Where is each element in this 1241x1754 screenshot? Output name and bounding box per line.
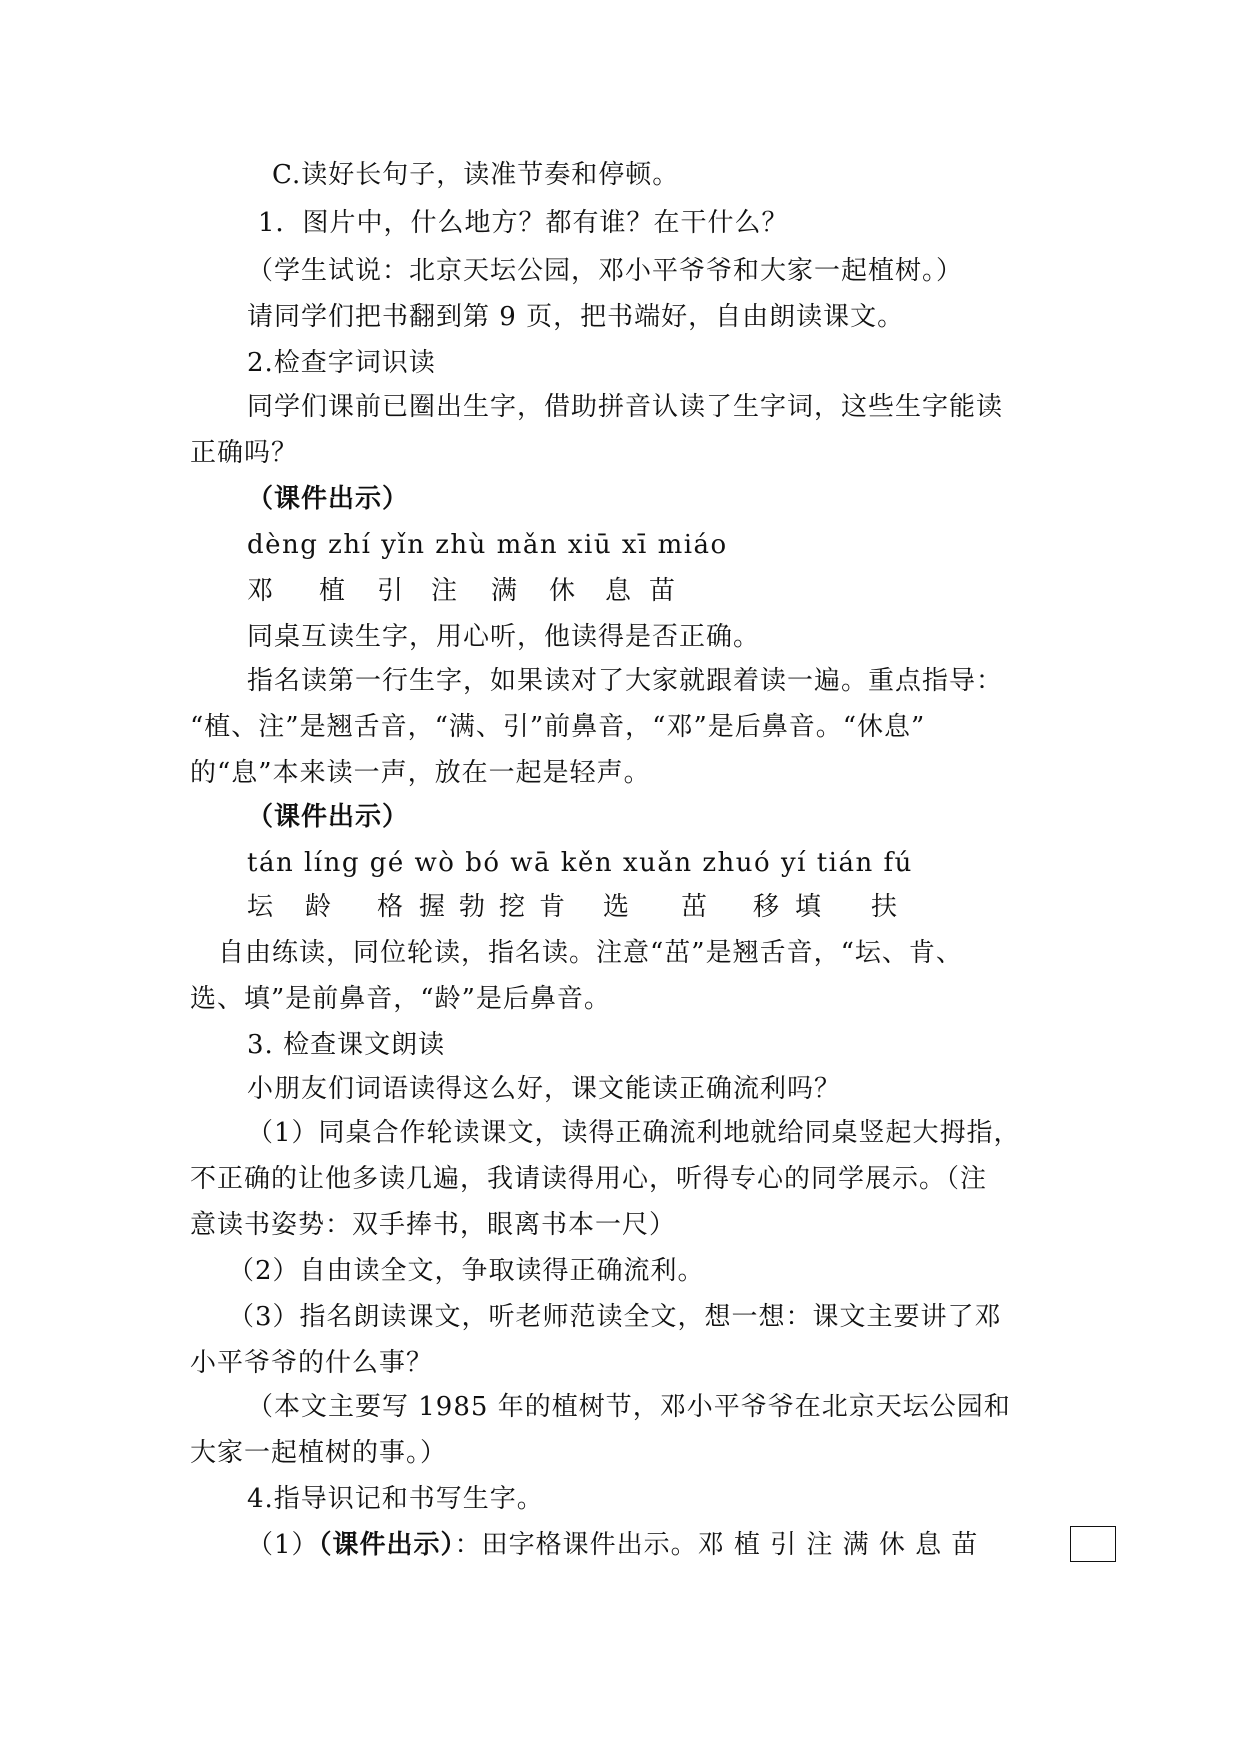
char-item: 引 xyxy=(377,576,405,606)
writing-instruction xyxy=(247,1528,978,1562)
paragraph-line: 小平爷爷的什么事？ xyxy=(190,1348,434,1378)
pinyin-row-1: dèng zhí yǐn zhù mǎn xiū xī miáo xyxy=(247,530,728,560)
paragraph-line: 自由练读，同位轮读，指名读。注意“茁”是翘舌音，“坛、肯、 xyxy=(218,938,963,968)
paragraph-line: 不正确的让他多读几遍，我请读得用心，听得专心的同学展示。（注 xyxy=(190,1164,988,1194)
paragraph-line: “植、注”是翘舌音，“满、引”前鼻音，“邓”是后鼻音。“休息” xyxy=(190,712,926,742)
paragraph-line: （3）指名朗读课文，听老师范读全文，想一想：课文主要讲了邓 xyxy=(228,1302,1002,1332)
instruction-open-book: 请同学们把书翻到第 9 页，把书端好，自由朗读课文。 xyxy=(247,302,905,332)
section-4-heading: 4.指导识记和书写生字。 xyxy=(247,1484,544,1514)
paragraph-line: 同学们课前已圈出生字，借助拼音认读了生字词，这些生字能读 xyxy=(247,392,1004,422)
student-answer: （学生试说：北京天坛公园，邓小平爷爷和大家一起植树。） xyxy=(247,256,964,286)
char-item: 移 xyxy=(753,892,781,922)
question-1: 1．图片中，什么地方？都有谁？在干什么？ xyxy=(258,208,789,238)
paragraph-line: 正确吗？ xyxy=(190,438,299,468)
writing-chars: ：田字格课件出示。邓 植 引 注 满 休 息 苗 xyxy=(454,1530,979,1560)
char-item: 坛 xyxy=(247,892,275,922)
paragraph-line: （本文主要写 1985 年的植树节，邓小平爷爷在北京天坛公园和 xyxy=(247,1392,1011,1422)
section-2-heading: 2.检查字词识读 xyxy=(247,348,436,378)
char-item: 苗 xyxy=(649,576,677,606)
paragraph-line: （2）自由读全文，争取读得正确流利。 xyxy=(228,1256,705,1286)
char-item: 植 xyxy=(319,576,347,606)
paragraph-line: 选、填”是前鼻音，“龄”是后鼻音。 xyxy=(190,984,611,1014)
char-item: 握 xyxy=(419,892,447,922)
paragraph-line: 指名读第一行生字，如果读对了大家就跟着读一遍。重点指导： xyxy=(247,666,1004,696)
char-item: 扶 xyxy=(871,892,899,922)
paragraph-line: 小朋友们词语读得这么好，课文能读正确流利吗？ xyxy=(247,1074,842,1104)
sub-heading-c: C.读好长句子，读准节奏和停顿。 xyxy=(272,160,680,190)
char-item: 填 xyxy=(795,892,823,922)
char-item: 息 xyxy=(605,576,633,606)
paragraph-line: 同桌互读生字，用心听，他读得是否正确。 xyxy=(247,622,761,652)
char-item: 邓 xyxy=(247,576,275,606)
char-item: 勃 xyxy=(459,892,487,922)
paragraph-line: 的“息”本来读一声，放在一起是轻声。 xyxy=(190,758,651,788)
pinyin-row-2: tán líng gé wò bó wā kěn xuǎn zhuó yí tián fú xyxy=(247,848,913,878)
courseware-label: （课件出示） xyxy=(247,802,410,832)
tianzige-box xyxy=(1070,1526,1116,1562)
char-item: 茁 xyxy=(681,892,709,922)
courseware-label: （课件出示） xyxy=(247,484,410,514)
char-item: 选 xyxy=(603,892,631,922)
item-number: （1） xyxy=(247,1530,319,1560)
section-3-heading: 3. 检查课文朗读 xyxy=(247,1030,446,1060)
paragraph-line: 意读书姿势：双手捧书，眼离书本一尺） xyxy=(190,1210,677,1240)
char-item: 休 xyxy=(549,576,577,606)
char-item: 注 xyxy=(431,576,459,606)
char-item: 满 xyxy=(491,576,519,606)
char-item: 格 xyxy=(377,892,405,922)
paragraph-line: 大家一起植树的事。） xyxy=(190,1438,448,1468)
char-item: 龄 xyxy=(305,892,333,922)
char-item: 挖 xyxy=(499,892,527,922)
char-item: 肯 xyxy=(539,892,567,922)
courseware-label: （课件出示） xyxy=(318,1530,455,1560)
paragraph-line: （1）同桌合作轮读课文，读得正确流利地就给同桌竖起大拇指， xyxy=(247,1118,1021,1148)
